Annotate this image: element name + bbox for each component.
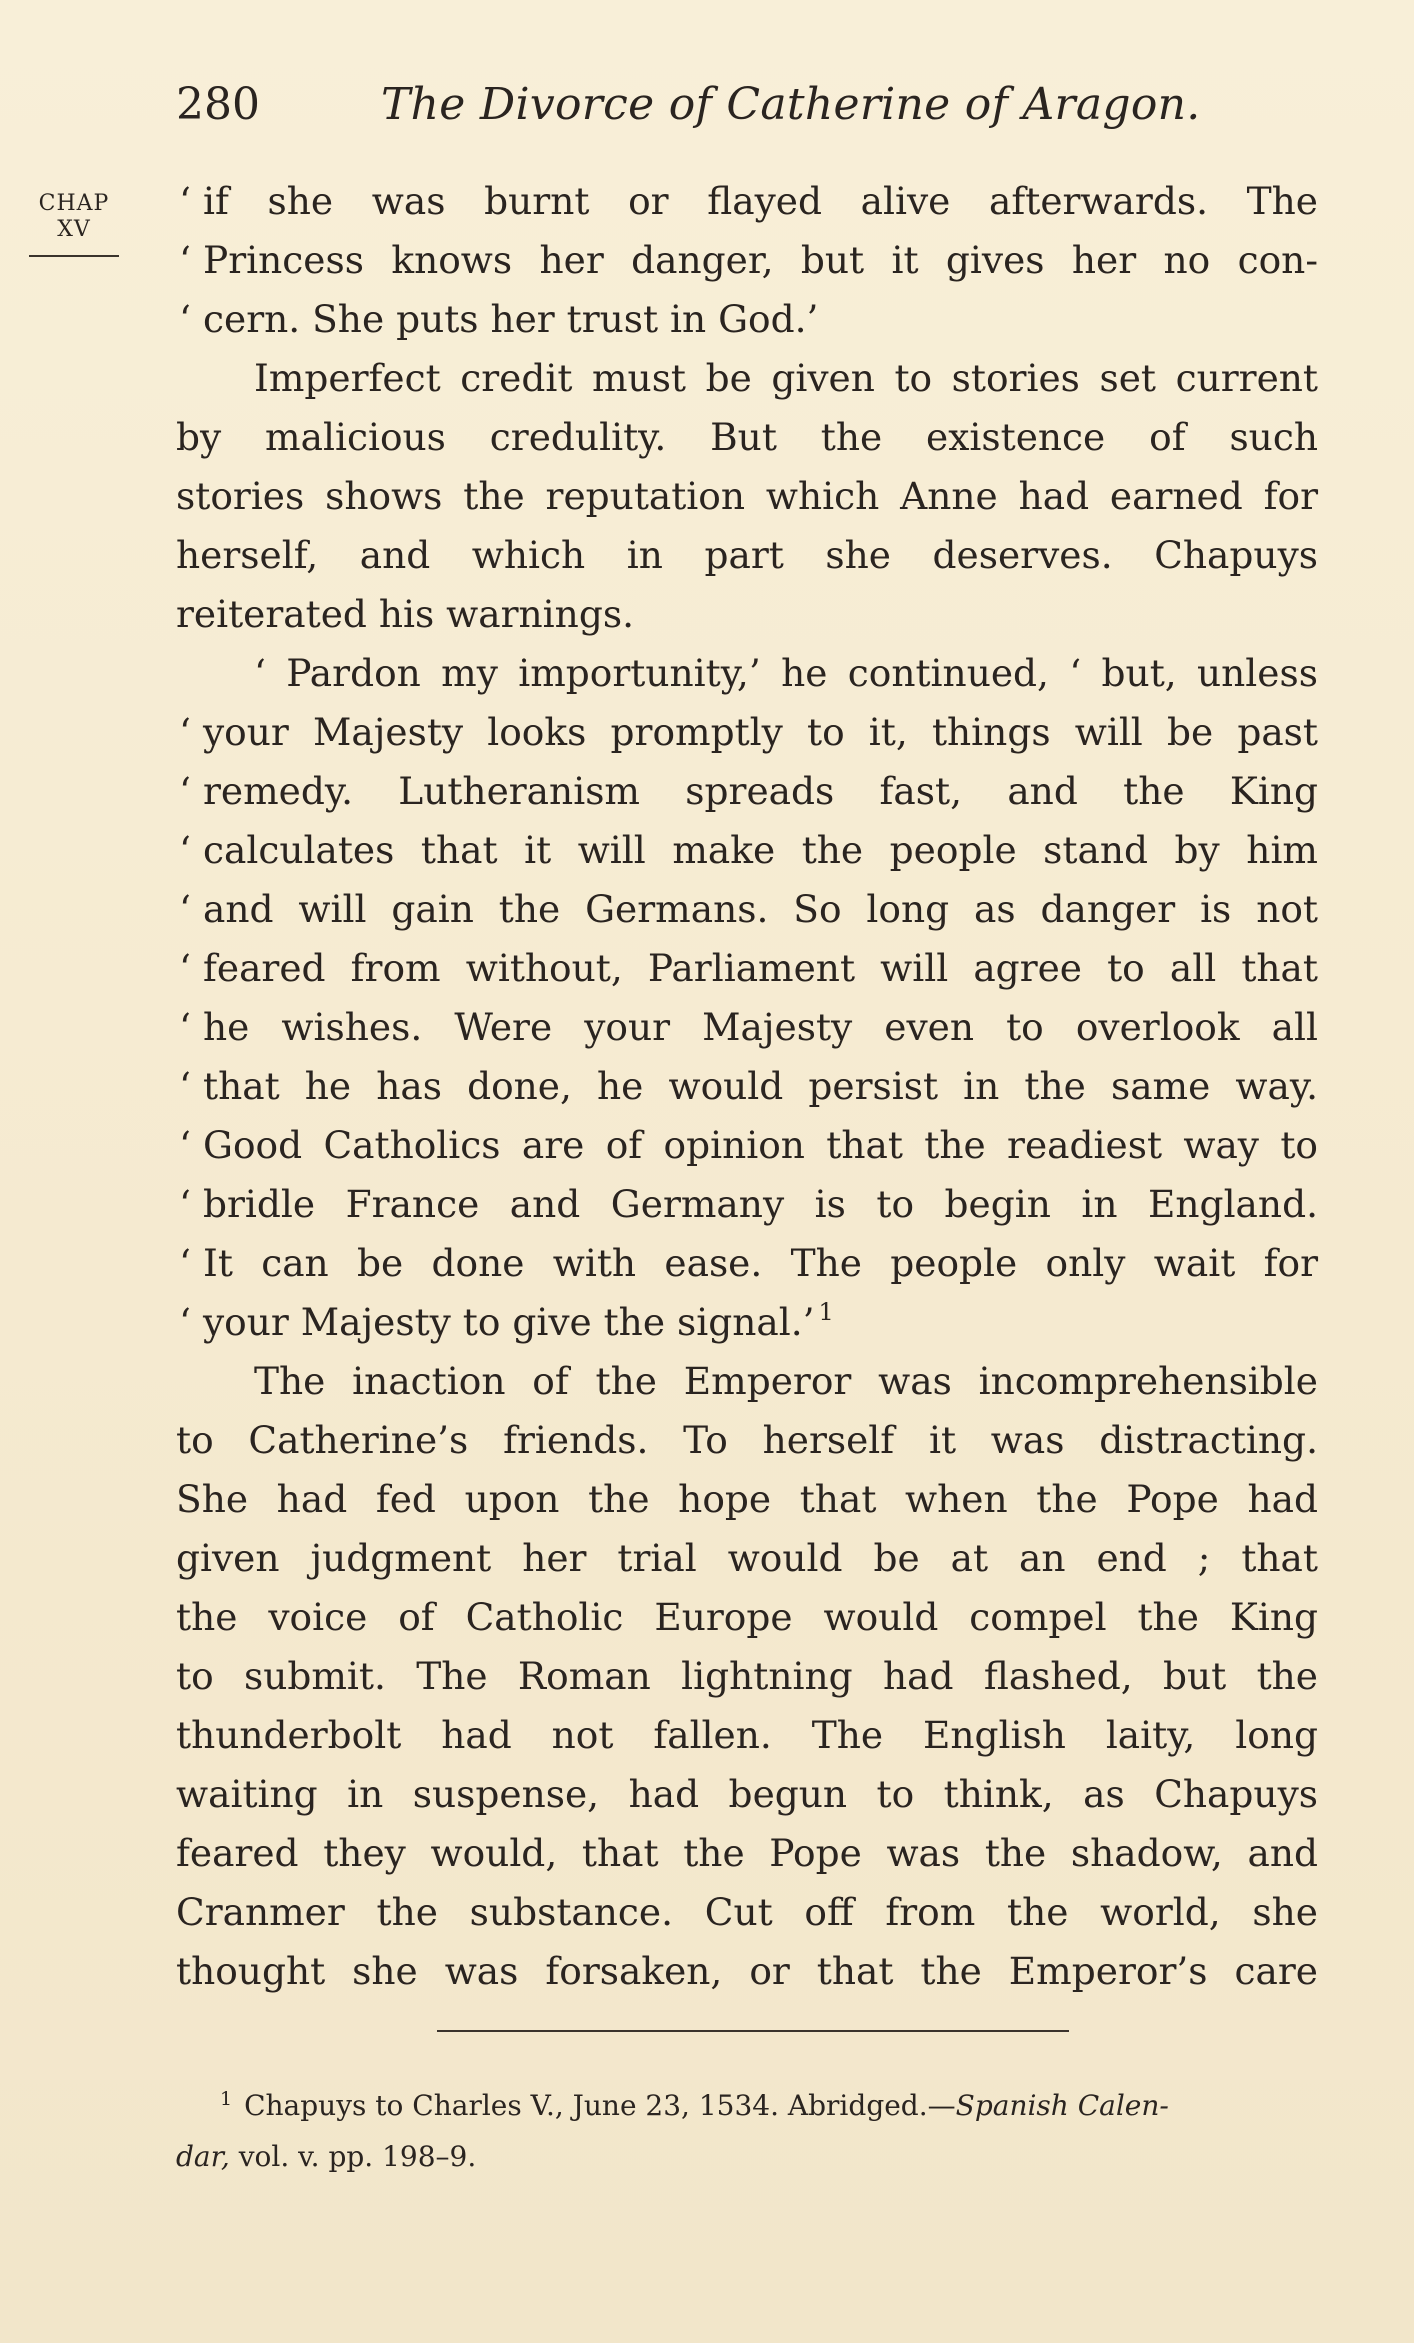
text-line: [176, 290, 1318, 349]
line-text: to submit. The Roman lightning had flashed, but the: [176, 1654, 1318, 1698]
text-line: [176, 1883, 1318, 1942]
footnote-rule: [437, 2030, 1069, 2032]
line-text: waiting in suspense, had begun to think, as Chapuys: [176, 1772, 1318, 1816]
line-text: he wishes. Were your Majesty even to overlook all: [203, 1005, 1318, 1049]
text-line: [176, 1529, 1318, 1588]
text-line: [176, 231, 1318, 290]
text-line: [176, 1057, 1318, 1116]
footnote-ref: 1: [818, 1298, 834, 1326]
text-line: [176, 349, 1318, 408]
text-line: [176, 1293, 1318, 1352]
page-number: 280: [176, 79, 260, 130]
line-text: to Catherine’s friends. To herself it was distracting.: [176, 1418, 1318, 1462]
margin-rule: [29, 255, 119, 257]
text-line: [176, 526, 1318, 585]
text-line: [176, 1824, 1318, 1883]
line-text: Cranmer the substance. Cut off from the world, she: [176, 1890, 1318, 1934]
text-line: [176, 1647, 1318, 1706]
line-text: if she was burnt or flayed alive afterwards. The: [203, 179, 1318, 223]
text-line: [176, 585, 1318, 644]
line-text: Imperfect credit must be given to stories set current: [254, 356, 1318, 400]
line-text: remedy. Lutheranism spreads fast, and the King: [203, 769, 1318, 813]
quote-mark: ‘: [179, 1182, 191, 1226]
text-line: [176, 1411, 1318, 1470]
text-line: [176, 1234, 1318, 1293]
line-text: by malicious credulity. But the existence of such: [176, 415, 1318, 459]
footnote-pages: vol. v. pp. 198–9.: [229, 2140, 477, 2173]
text-line: [176, 1942, 1318, 2001]
line-text: the voice of Catholic Europe would compel the King: [176, 1595, 1318, 1639]
text-line: [176, 408, 1318, 467]
line-text: The inaction of the Emperor was incomprehensible: [254, 1359, 1318, 1403]
footnote-source-title-cont: dar,: [176, 2140, 230, 2173]
quote-mark: ‘: [179, 1300, 191, 1344]
text-line: [176, 821, 1318, 880]
line-text: Princess knows her danger, but it gives her no con-: [203, 238, 1318, 282]
line-text: She had fed upon the hope that when the Pope had: [176, 1477, 1318, 1521]
chapter-label: CHAP: [38, 191, 110, 216]
quote-mark: ‘: [179, 297, 191, 341]
text-line: [176, 1765, 1318, 1824]
footnote-source-title: Spanish Calen-: [955, 2089, 1169, 2122]
quote-mark: ‘: [179, 179, 191, 223]
quote-mark: ‘: [179, 828, 191, 872]
body-text: [176, 172, 1318, 2001]
quote-mark: ‘: [179, 710, 191, 754]
text-line: [176, 172, 1318, 231]
line-text: given judgment her trial would be at an end ; that: [176, 1536, 1318, 1580]
text-line: [176, 762, 1318, 821]
line-text: ‘ Pardon my importunity,’ he continued, ‘ but, unless: [254, 651, 1318, 695]
text-line: [176, 1116, 1318, 1175]
line-text: that he has done, he would persist in the same way.: [203, 1064, 1318, 1108]
footnote-citation: Chapuys to Charles V., June 23, 1534. Abridged.—: [244, 2089, 956, 2122]
quote-mark: ‘: [179, 769, 191, 813]
line-text: your Majesty looks promptly to it, things will be past: [203, 710, 1318, 754]
text-line: [176, 703, 1318, 762]
line-text: calculates that it will make the people stand by him: [203, 828, 1318, 872]
text-line: [176, 1470, 1318, 1529]
line-text: and will gain the Germans. So long as danger is not: [203, 887, 1318, 931]
line-text: herself, and which in part she deserves. Chapuys: [176, 533, 1318, 577]
text-line: [176, 998, 1318, 1057]
line-text: Good Catholics are of opinion that the readiest way to: [203, 1123, 1318, 1167]
text-line: [176, 1706, 1318, 1765]
quote-mark: ‘: [179, 1123, 191, 1167]
quote-mark: ‘: [179, 946, 191, 990]
quote-mark: ‘: [179, 1005, 191, 1049]
line-text: thunderbolt had not fallen. The English laity, long: [176, 1713, 1318, 1757]
quote-mark: ‘: [179, 887, 191, 931]
line-text: feared they would, that the Pope was the shadow, and: [176, 1831, 1318, 1875]
line-text: your Majesty to give the signal.’: [203, 1300, 815, 1344]
line-text: stories shows the reputation which Anne had earned for: [176, 474, 1318, 518]
footnote-line-2: [176, 2133, 1326, 2181]
text-line: [176, 939, 1318, 998]
running-head: [176, 75, 1201, 135]
footnote: [176, 2082, 1326, 2181]
text-line: [176, 1588, 1318, 1647]
quote-mark: ‘: [179, 238, 191, 282]
text-line: [176, 644, 1318, 703]
line-text: thought she was forsaken, or that the Emperor’s care: [176, 1949, 1318, 1993]
line-text: It can be done with ease. The people only wait for: [203, 1241, 1318, 1285]
text-line: [176, 880, 1318, 939]
quote-mark: ‘: [179, 1241, 191, 1285]
text-line: [176, 467, 1318, 526]
chapter-number: XV: [57, 217, 91, 242]
running-title: The Divorce of Catherine of Aragon.: [381, 79, 1201, 130]
chapter-margin-note: [26, 185, 122, 257]
line-text: bridle France and Germany is to begin in England.: [203, 1182, 1318, 1226]
text-line: [176, 1175, 1318, 1234]
line-text: feared from without, Parliament will agree to all that: [203, 946, 1318, 990]
text-line: [176, 1352, 1318, 1411]
footnote-line-1: [176, 2082, 1326, 2133]
footnote-number: 1: [220, 2088, 233, 2110]
line-text: cern. She puts her trust in God.’: [203, 297, 819, 341]
line-text: reiterated his warnings.: [176, 592, 635, 636]
quote-mark: ‘: [179, 1064, 191, 1108]
